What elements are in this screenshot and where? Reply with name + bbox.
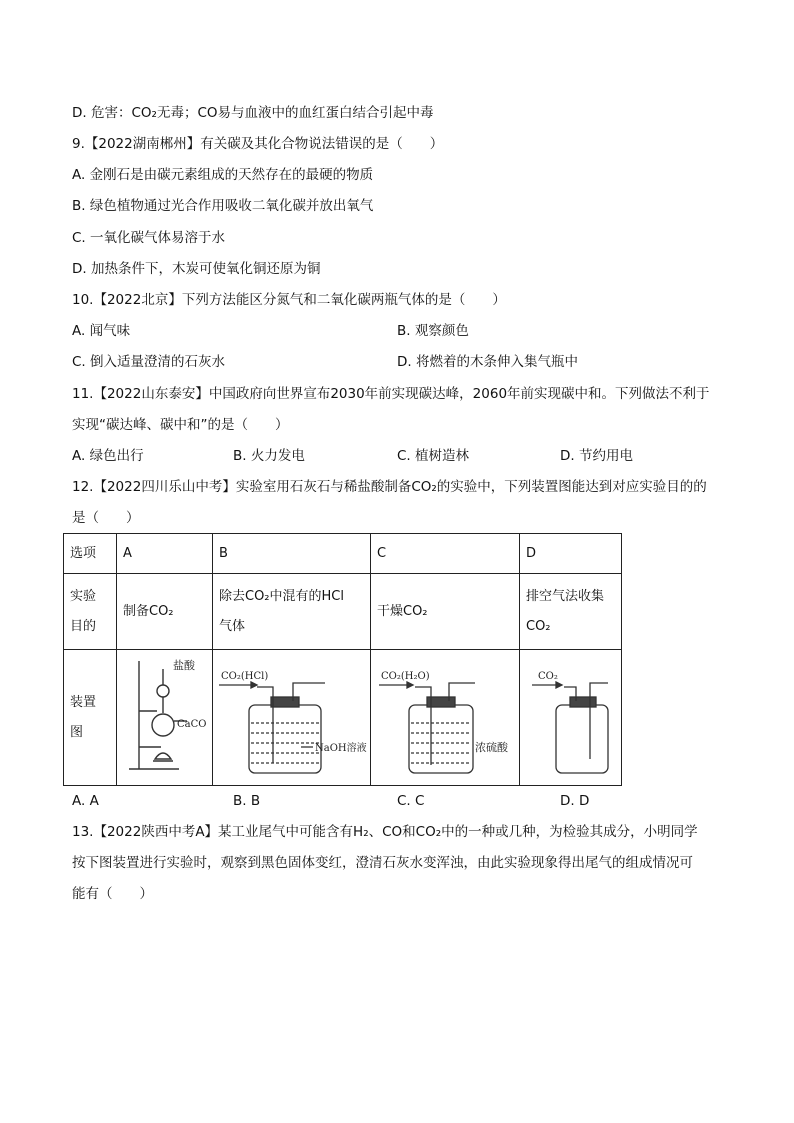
table-header-cell: D	[520, 534, 622, 574]
q12-option-c: C. C	[397, 793, 425, 809]
q12-stem-line1: 12.【2022四川乐山中考】实验室用石灰石与稀盐酸制备CO₂的实验中，下列装置图能达到对应实验目的的	[72, 479, 707, 495]
table-cell: 排空气法收集 CO₂	[520, 574, 622, 650]
q9-option-c: C. 一氧化碳气体易溶于水	[72, 230, 226, 246]
q12-stem-line2: 是（ ）	[72, 510, 140, 526]
table-row-label: 装置 图	[64, 650, 117, 786]
apparatus-a-cell	[117, 650, 213, 786]
gas-label: CO₂(H₂O)	[381, 670, 430, 682]
apparatus-b-figure	[213, 651, 370, 785]
table-header-cell: C	[371, 534, 520, 574]
q9-option-a: A. 金刚石是由碳元素组成的天然存在的最硬的物质	[72, 167, 374, 183]
apparatus-d-figure	[520, 651, 620, 785]
acid-label: 盐酸	[173, 658, 195, 672]
q11-option-c: C. 植树造林	[397, 448, 470, 464]
q12-option-b: B. B	[233, 793, 261, 809]
liquid-label: 浓硫酸	[475, 740, 508, 754]
q9-option-d: D. 加热条件下，木炭可使氧化铜还原为铜	[72, 261, 321, 277]
q8-option-d: D. 危害：CO₂无毒；CO易与血液中的血红蛋白结合引起中毒	[72, 105, 434, 121]
q12-options-table	[63, 533, 622, 786]
table-cell: 除去CO₂中混有的HCl 气体	[213, 574, 371, 650]
q11-stem-line1: 11.【2022山东泰安】中国政府向世界宣布2030年前实现碳达峰，2060年前实现碳中和。下列做法不利于	[72, 386, 710, 402]
q12-option-a: A. A	[72, 793, 99, 809]
table-cell: 干燥CO₂	[371, 574, 520, 650]
q11-option-d: D. 节约用电	[560, 448, 633, 464]
q12-option-d: D. D	[560, 793, 590, 809]
apparatus-d-cell	[520, 650, 622, 786]
apparatus-b-cell	[213, 650, 371, 786]
q10-option-b: B. 观察颜色	[397, 323, 469, 339]
q10-option-a: A. 闻气味	[72, 323, 131, 339]
table-row-label: 实验 目的	[64, 574, 117, 650]
apparatus-c-figure	[371, 651, 519, 785]
apparatus-a-figure	[117, 651, 212, 785]
q13-stem-line2: 按下图装置进行实验时，观察到黑色固体变红，澄清石灰水变浑浊，由此实验现象得出尾气的组成情况可	[72, 855, 693, 871]
q11-option-a: A. 绿色出行	[72, 448, 144, 464]
q11-option-b: B. 火力发电	[233, 448, 305, 464]
q9-stem: 9.【2022湖南郴州】有关碳及其化合物说法错误的是（ ）	[72, 136, 444, 152]
gas-label: CO₂(HCl)	[221, 670, 269, 682]
liquid-label: NaOH溶液	[315, 742, 367, 754]
q10-option-d: D. 将燃着的木条伸入集气瓶中	[397, 354, 578, 370]
q9-option-b: B. 绿色植物通过光合作用吸收二氧化碳并放出氧气	[72, 198, 374, 214]
table-header-cell: 选项	[64, 534, 117, 574]
table-header-cell: B	[213, 534, 371, 574]
q10-option-c: C. 倒入适量澄清的石灰水	[72, 354, 226, 370]
table-cell: 制备CO₂	[117, 574, 213, 650]
q11-stem-line2: 实现“碳达峰、碳中和”的是（ ）	[72, 417, 289, 433]
solid-label: CaCO	[177, 718, 207, 730]
q10-stem: 10.【2022北京】下列方法能区分氮气和二氧化碳两瓶气体的是（ ）	[72, 292, 506, 308]
q13-stem-line3: 能有（ ）	[72, 886, 153, 902]
apparatus-c-cell	[371, 650, 520, 786]
q13-stem-line1: 13.【2022陕西中考A】某工业尾气中可能含有H₂、CO和CO₂中的一种或几种，为检验其成分，小明同学	[72, 824, 698, 840]
gas-label: CO₂	[538, 670, 558, 682]
table-header-cell: A	[117, 534, 213, 574]
